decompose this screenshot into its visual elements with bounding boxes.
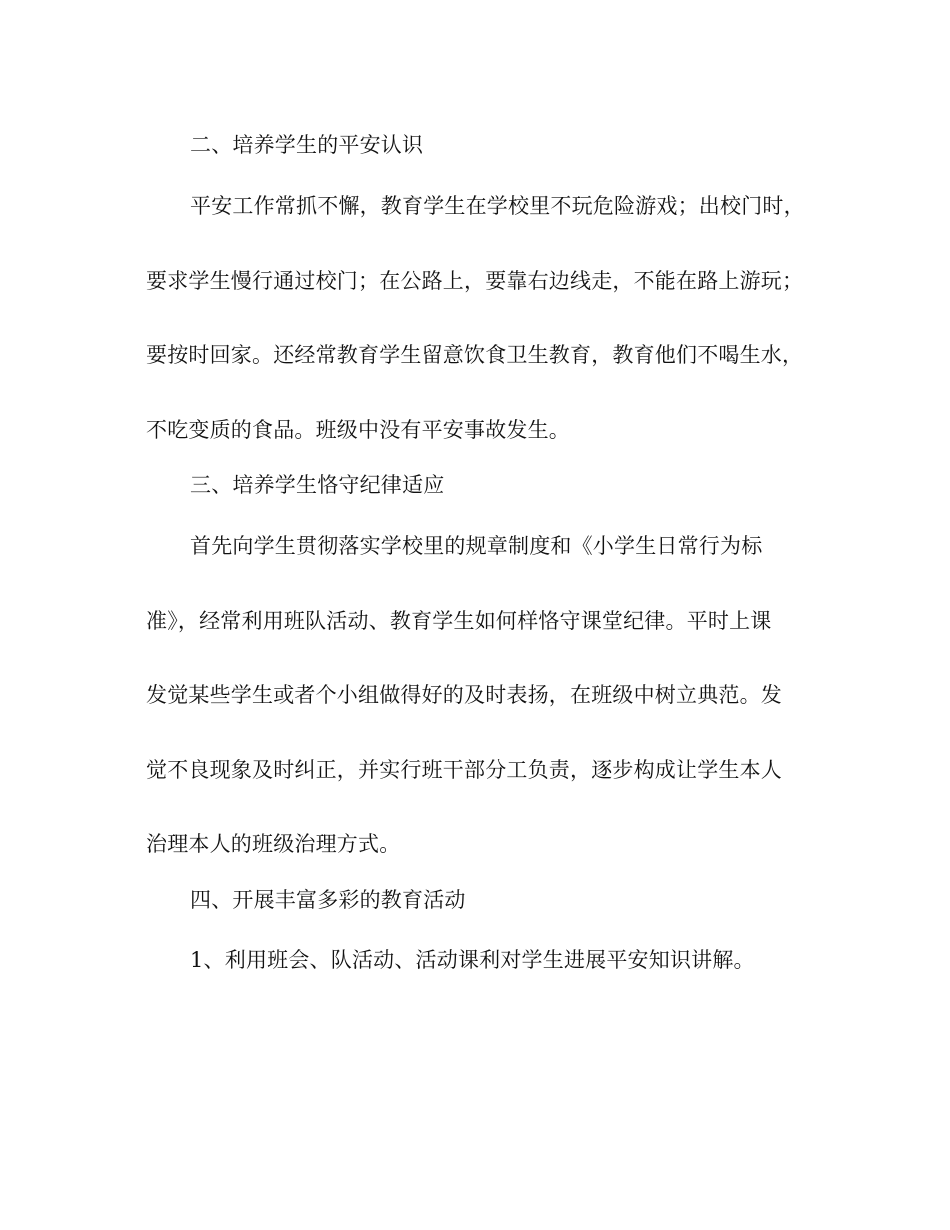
paragraph-line: 要按时回家。还经常教育学生留意饮食卫生教育，教育他们不喝生水， <box>146 343 804 367</box>
paragraph-line: 准》，经常利用班队活动、教育学生如何样恪守课堂纪律。平时上课 <box>146 609 772 633</box>
paragraph-line: 治理本人的班级治理方式。 <box>146 832 401 856</box>
section-heading-2: 二、培养学生的平安认识 <box>190 133 424 157</box>
paragraph-line: 平安工作常抓不懈，教育学生在学校里不玩危险游戏；出校门时， <box>190 194 805 218</box>
paragraph-line: 发觉某些学生或者个小组做得好的及时表扬，在班级中树立典范。发 <box>146 683 782 707</box>
paragraph-line: 不吃变质的食品。班级中没有平安事故发生。 <box>146 418 570 442</box>
paragraph-line: 觉不良现象及时纠正，并实行班干部分工负责，逐步构成让学生本人 <box>146 758 782 782</box>
paragraph-line: 首先向学生贯彻落实学校里的规章制度和《小学生日常行为标 <box>190 534 763 558</box>
paragraph-line: 要求学生慢行通过校门；在公路上，要靠右边线走，不能在路上游玩； <box>146 269 804 293</box>
section-heading-3: 三、培养学生恪守纪律适应 <box>190 473 445 497</box>
list-item: 1、利用班会、队活动、活动课利对学生进展平安知识讲解。 <box>190 948 755 972</box>
section-heading-4: 四、开展丰富多彩的教育活动 <box>190 888 466 912</box>
